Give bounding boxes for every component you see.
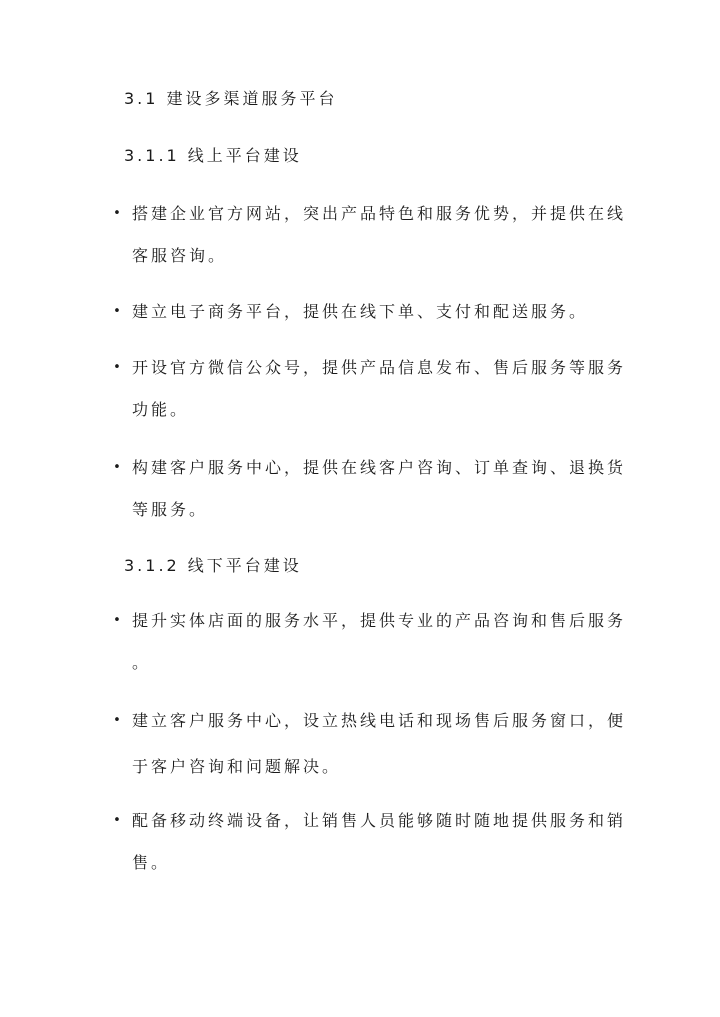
list-item-text: 建立客户服务中心，设立热线电话和现场售后服务窗口，便: [132, 711, 627, 730]
list-item-text: 提升实体店面的服务水平，提供专业的产品咨询和售后服务: [132, 611, 627, 630]
section-heading-3-1-1: 3.1.1 线上平台建设: [124, 146, 302, 165]
list-item-text-continued: 于客户咨询和问题解决。: [132, 757, 342, 776]
bullet-icon: •: [113, 206, 121, 221]
list-item-text: 构建客户服务中心，提供在线客户咨询、订单查询、退换货: [132, 458, 627, 477]
list-item-text-continued: 客服咨询。: [132, 246, 228, 265]
list-item-text-continued: 。: [132, 653, 152, 672]
list-item-text: 搭建企业官方网站，突出产品特色和服务优势，并提供在线: [132, 204, 627, 223]
bullet-icon: •: [113, 460, 121, 475]
list-item-text-continued: 售。: [132, 853, 171, 872]
list-item-text-continued: 等服务。: [132, 500, 209, 519]
bullet-icon: •: [113, 813, 121, 828]
section-heading-3-1-2: 3.1.2 线下平台建设: [124, 556, 302, 575]
bullet-icon: •: [113, 713, 121, 728]
list-item-text: 配备移动终端设备，让销售人员能够随时随地提供服务和销: [132, 811, 627, 830]
bullet-icon: •: [113, 360, 121, 375]
list-item-text: 开设官方微信公众号，提供产品信息发布、售后服务等服务: [132, 358, 627, 377]
section-heading-3-1: 3.1 建设多渠道服务平台: [124, 89, 338, 108]
list-item-text: 建立电子商务平台，提供在线下单、支付和配送服务。: [132, 302, 589, 321]
list-item-text-continued: 功能。: [132, 400, 190, 419]
bullet-icon: •: [113, 304, 121, 319]
bullet-icon: •: [113, 613, 121, 628]
